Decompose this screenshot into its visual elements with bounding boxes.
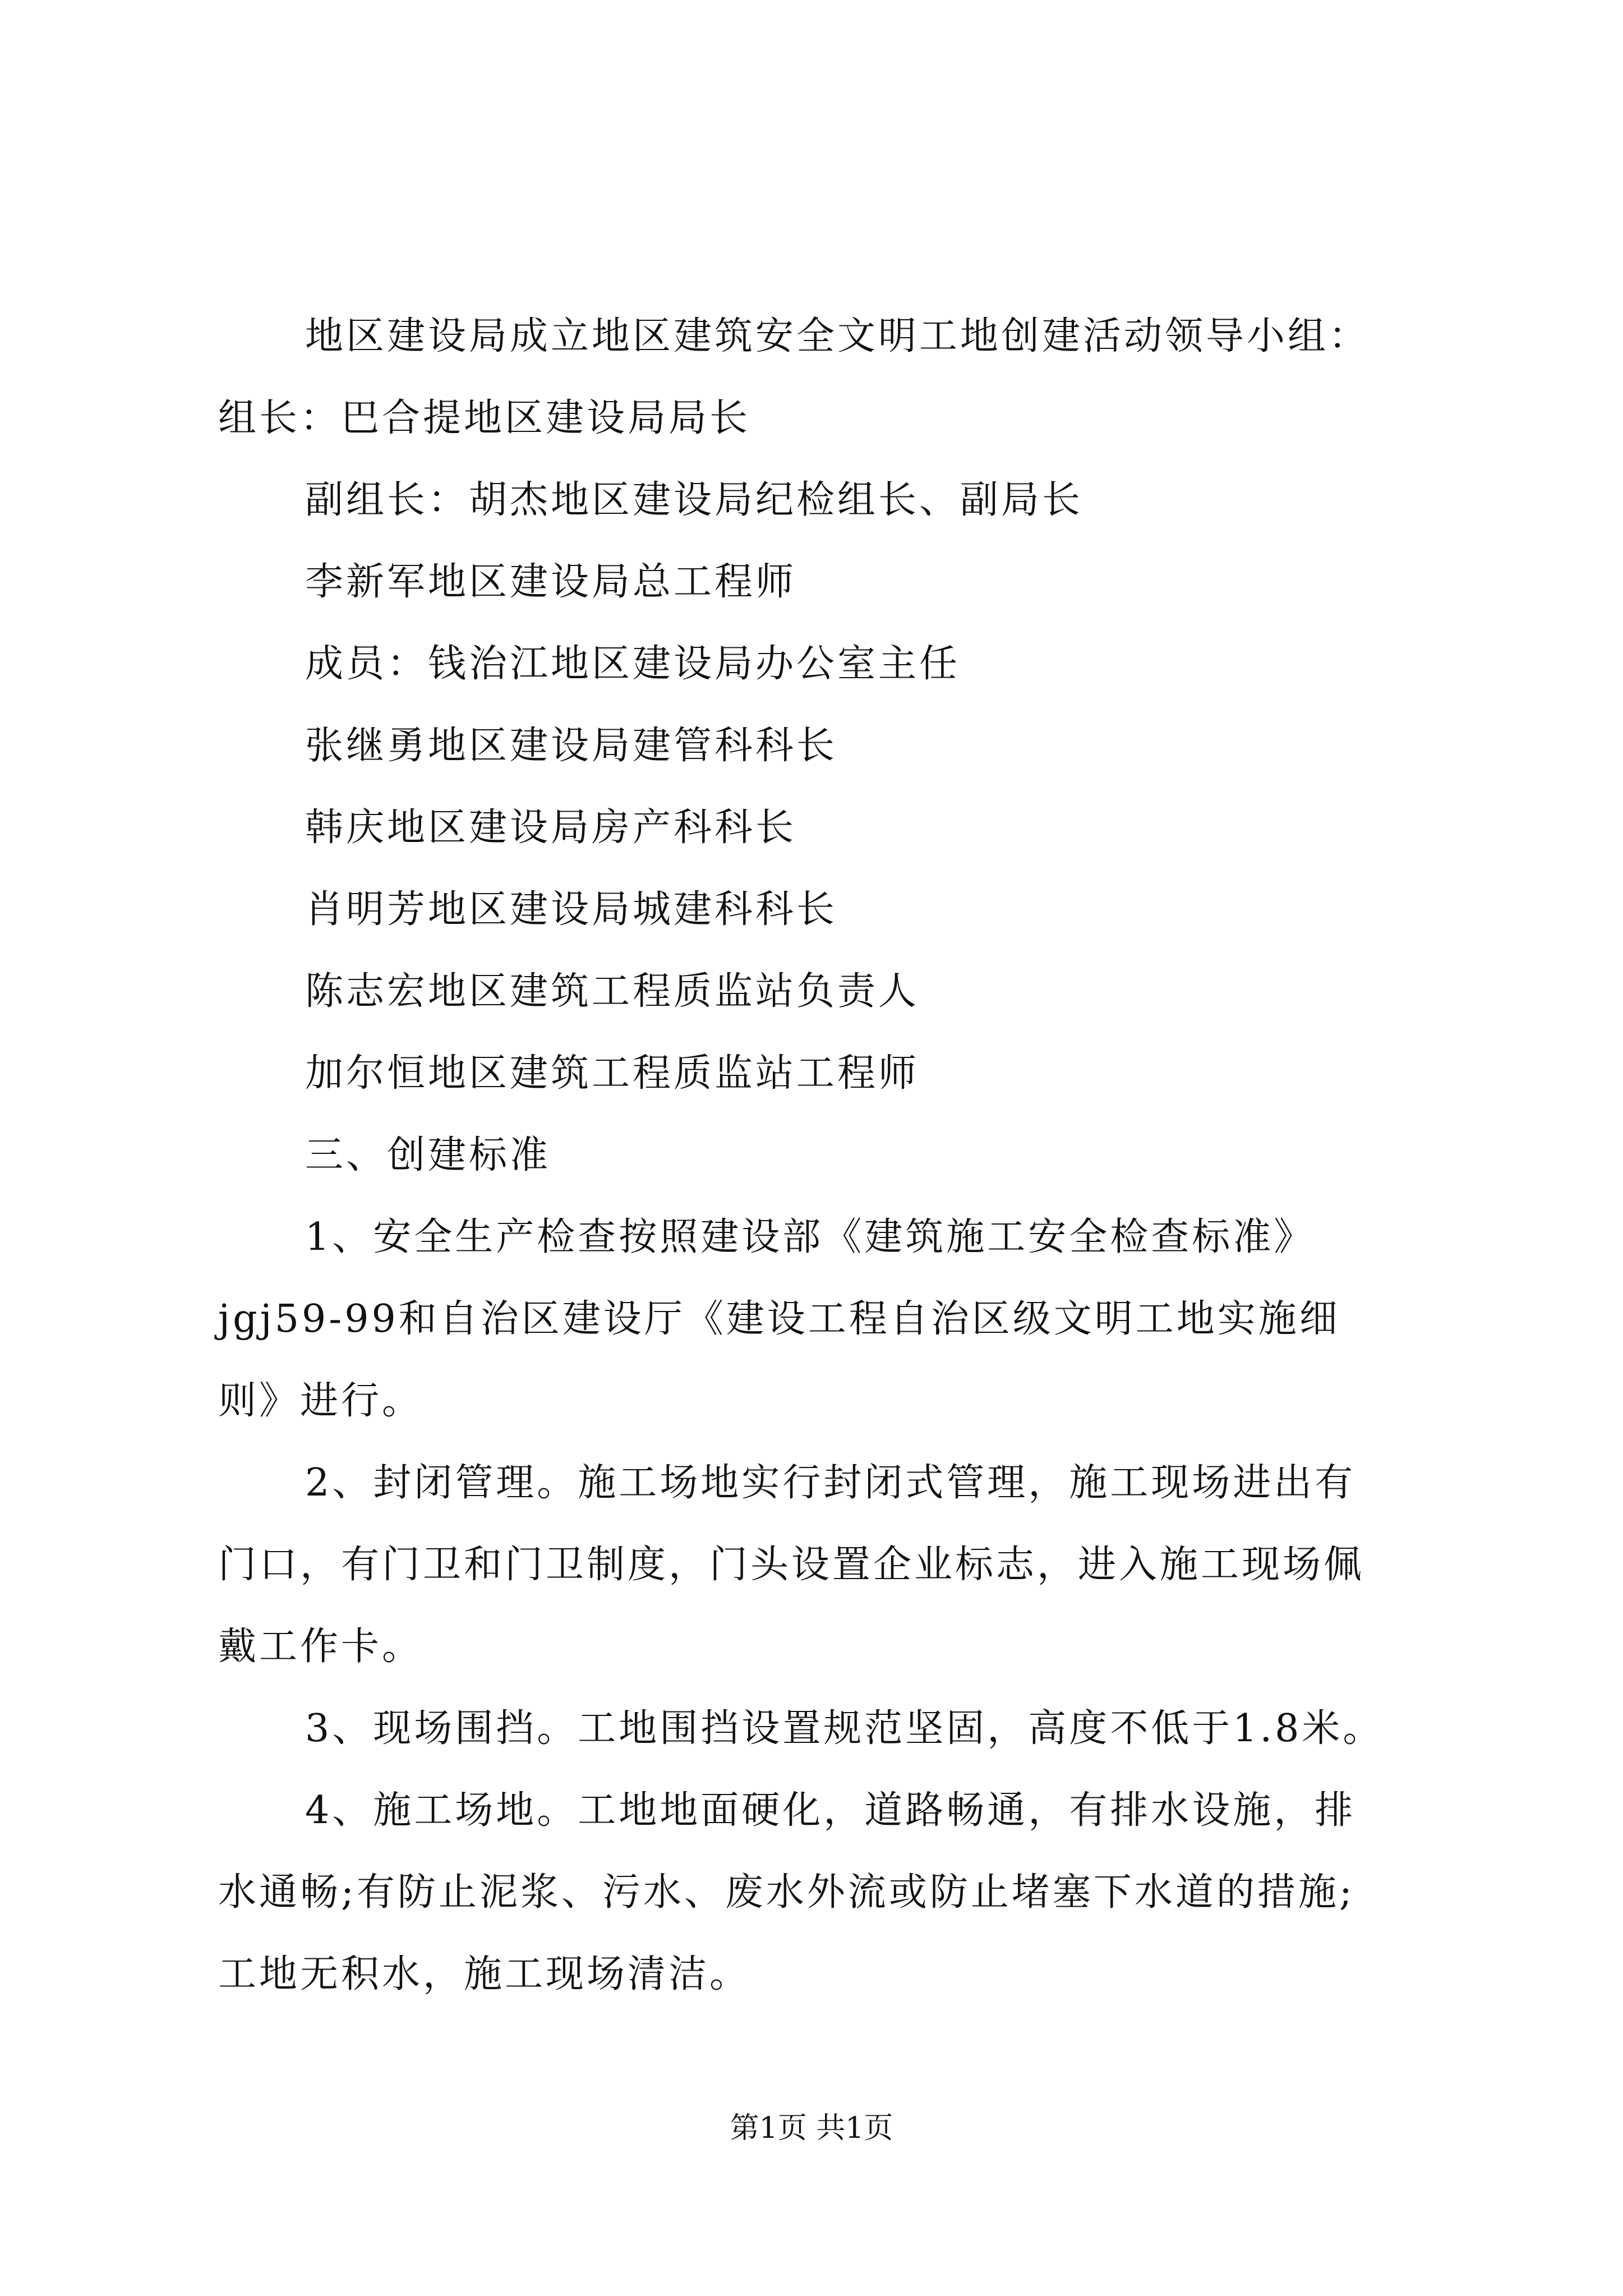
text-line: 肖明芳地区建设局城建科科长 — [305, 887, 838, 932]
text-line: 地区建设局成立地区建筑安全文明工地创建活动领导小组： — [305, 314, 1370, 358]
text-line: 加尔恒地区建筑工程质监站工程师 — [305, 1051, 920, 1096]
text-line: 陈志宏地区建筑工程质监站负责人 — [305, 969, 920, 1014]
text-line: 2、封闭管理。施工场地实行封闭式管理，施工现场进出有 — [305, 1461, 1356, 1505]
text-line: 张继勇地区建设局建管科科长 — [305, 724, 838, 768]
text-line: 4、施工场地。工地地面硬化，道路畅通，有排水设施，排 — [305, 1788, 1356, 1833]
text-line: 戴工作卡。 — [218, 1625, 423, 1669]
text-line: 1、安全生产检查按照建设部《建筑施工安全检查标准》 — [305, 1215, 1315, 1259]
section-heading: 三、创建标准 — [305, 1133, 551, 1177]
text-line: jgj59-99和自治区建设厅《建设工程自治区级文明工地实施细 — [218, 1297, 1340, 1341]
text-line: 组长：巴合提地区建设局局长 — [218, 396, 751, 440]
page-footer: 第1页 共1页 — [730, 2111, 893, 2145]
text-line: 成员：钱治江地区建设局办公室主任 — [305, 642, 961, 686]
text-line: 李新军地区建设局总工程师 — [305, 560, 797, 604]
text-line: 工地无积水，施工现场清洁。 — [218, 1952, 751, 1996]
text-line: 水通畅;有防止泥浆、污水、废水外流或防止堵塞下水道的措施; — [218, 1870, 1355, 1915]
text-line: 3、现场围挡。工地围挡设置规范坚固，高度不低于1.8米。 — [305, 1706, 1384, 1751]
text-line: 门口，有门卫和门卫制度，门头设置企业标志，进入施工现场佩 — [218, 1543, 1365, 1587]
text-line: 韩庆地区建设局房产科科长 — [305, 806, 797, 850]
text-line: 副组长：胡杰地区建设局纪检组长、副局长 — [305, 478, 1083, 522]
text-line: 则》进行。 — [218, 1379, 423, 1423]
